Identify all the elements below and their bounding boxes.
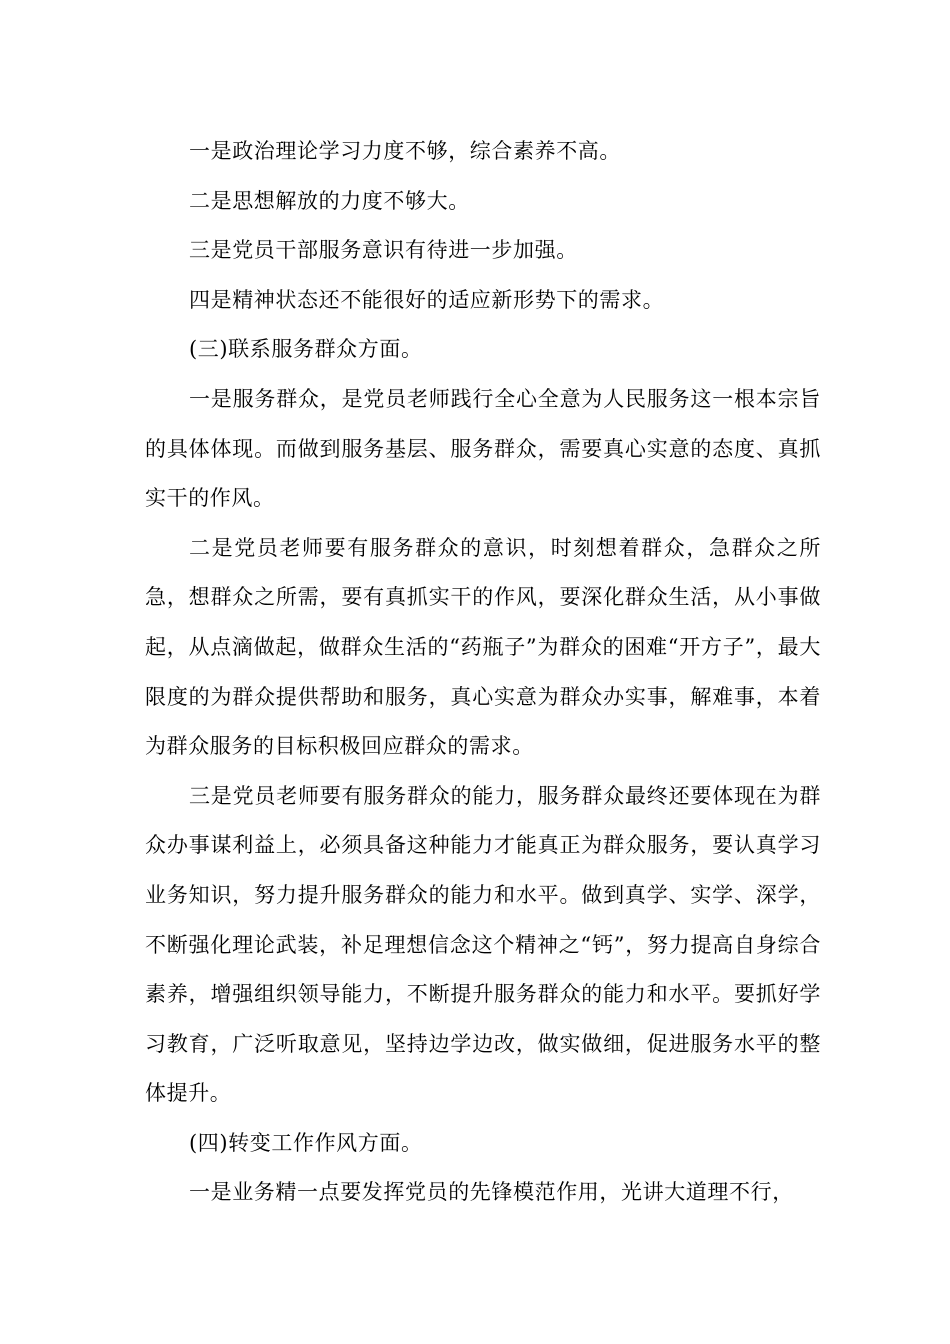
section-heading-work-style: (四)转变工作作风方面。	[189, 1130, 423, 1155]
paragraph-mental-state: 四是精神状态还不能很好的适应新形势下的需求。	[189, 287, 665, 312]
section-heading-serving-masses: (三)联系服务群众方面。	[189, 337, 423, 362]
paragraph-serving-masses-3: 三是党员老师要有服务群众的能力，服务群众最终还要体现在为群众办事谋利益上，必须具备这种能力才能真正为群众服务，要认真学习业务知识，努力提升服务群众的能力和水平。做到真学、实学、深学，不断强化理论武装，补足理想信念这个精神之“钙”，努力提高自身综合素养，增强组织领导能力，不断提升服务群众的能力和水平。要抓好学习教育，广泛听取意见，坚持边学边改，做实做细，促进服务水平的整体提升。	[145, 783, 821, 1106]
document-body	[145, 127, 821, 1218]
paragraph-serving-masses-1: 一是服务群众，是党员老师践行全心全意为人民服务这一根本宗旨的具体体现。而做到服务基层、服务群众，需要真心实意的态度、真抓实干的作风。	[145, 386, 821, 511]
paragraph-serving-masses-2: 二是党员老师要有服务群众的意识，时刻想着群众，急群众之所急，想群众之所需，要有真抓实干的作风，要深化群众生活，从小事做起，从点滴做起，做群众生活的“药瓶子”为群众的困难“开方子”，最大限度的为群众提供帮助和服务，真心实意为群众办实事，解难事，本着为群众服务的目标积极回应群众的需求。	[145, 535, 821, 759]
paragraph-service-awareness: 三是党员干部服务意识有待进一步加强。	[189, 238, 578, 263]
paragraph-political-study: 一是政治理论学习力度不够，综合素养不高。	[189, 139, 621, 163]
paragraph-work-style-1: 一是业务精一点要发挥党员的先锋模范作用，光讲大道理不行，	[189, 1180, 794, 1205]
paragraph-thought-liberation: 二是思想解放的力度不够大。	[189, 188, 470, 213]
